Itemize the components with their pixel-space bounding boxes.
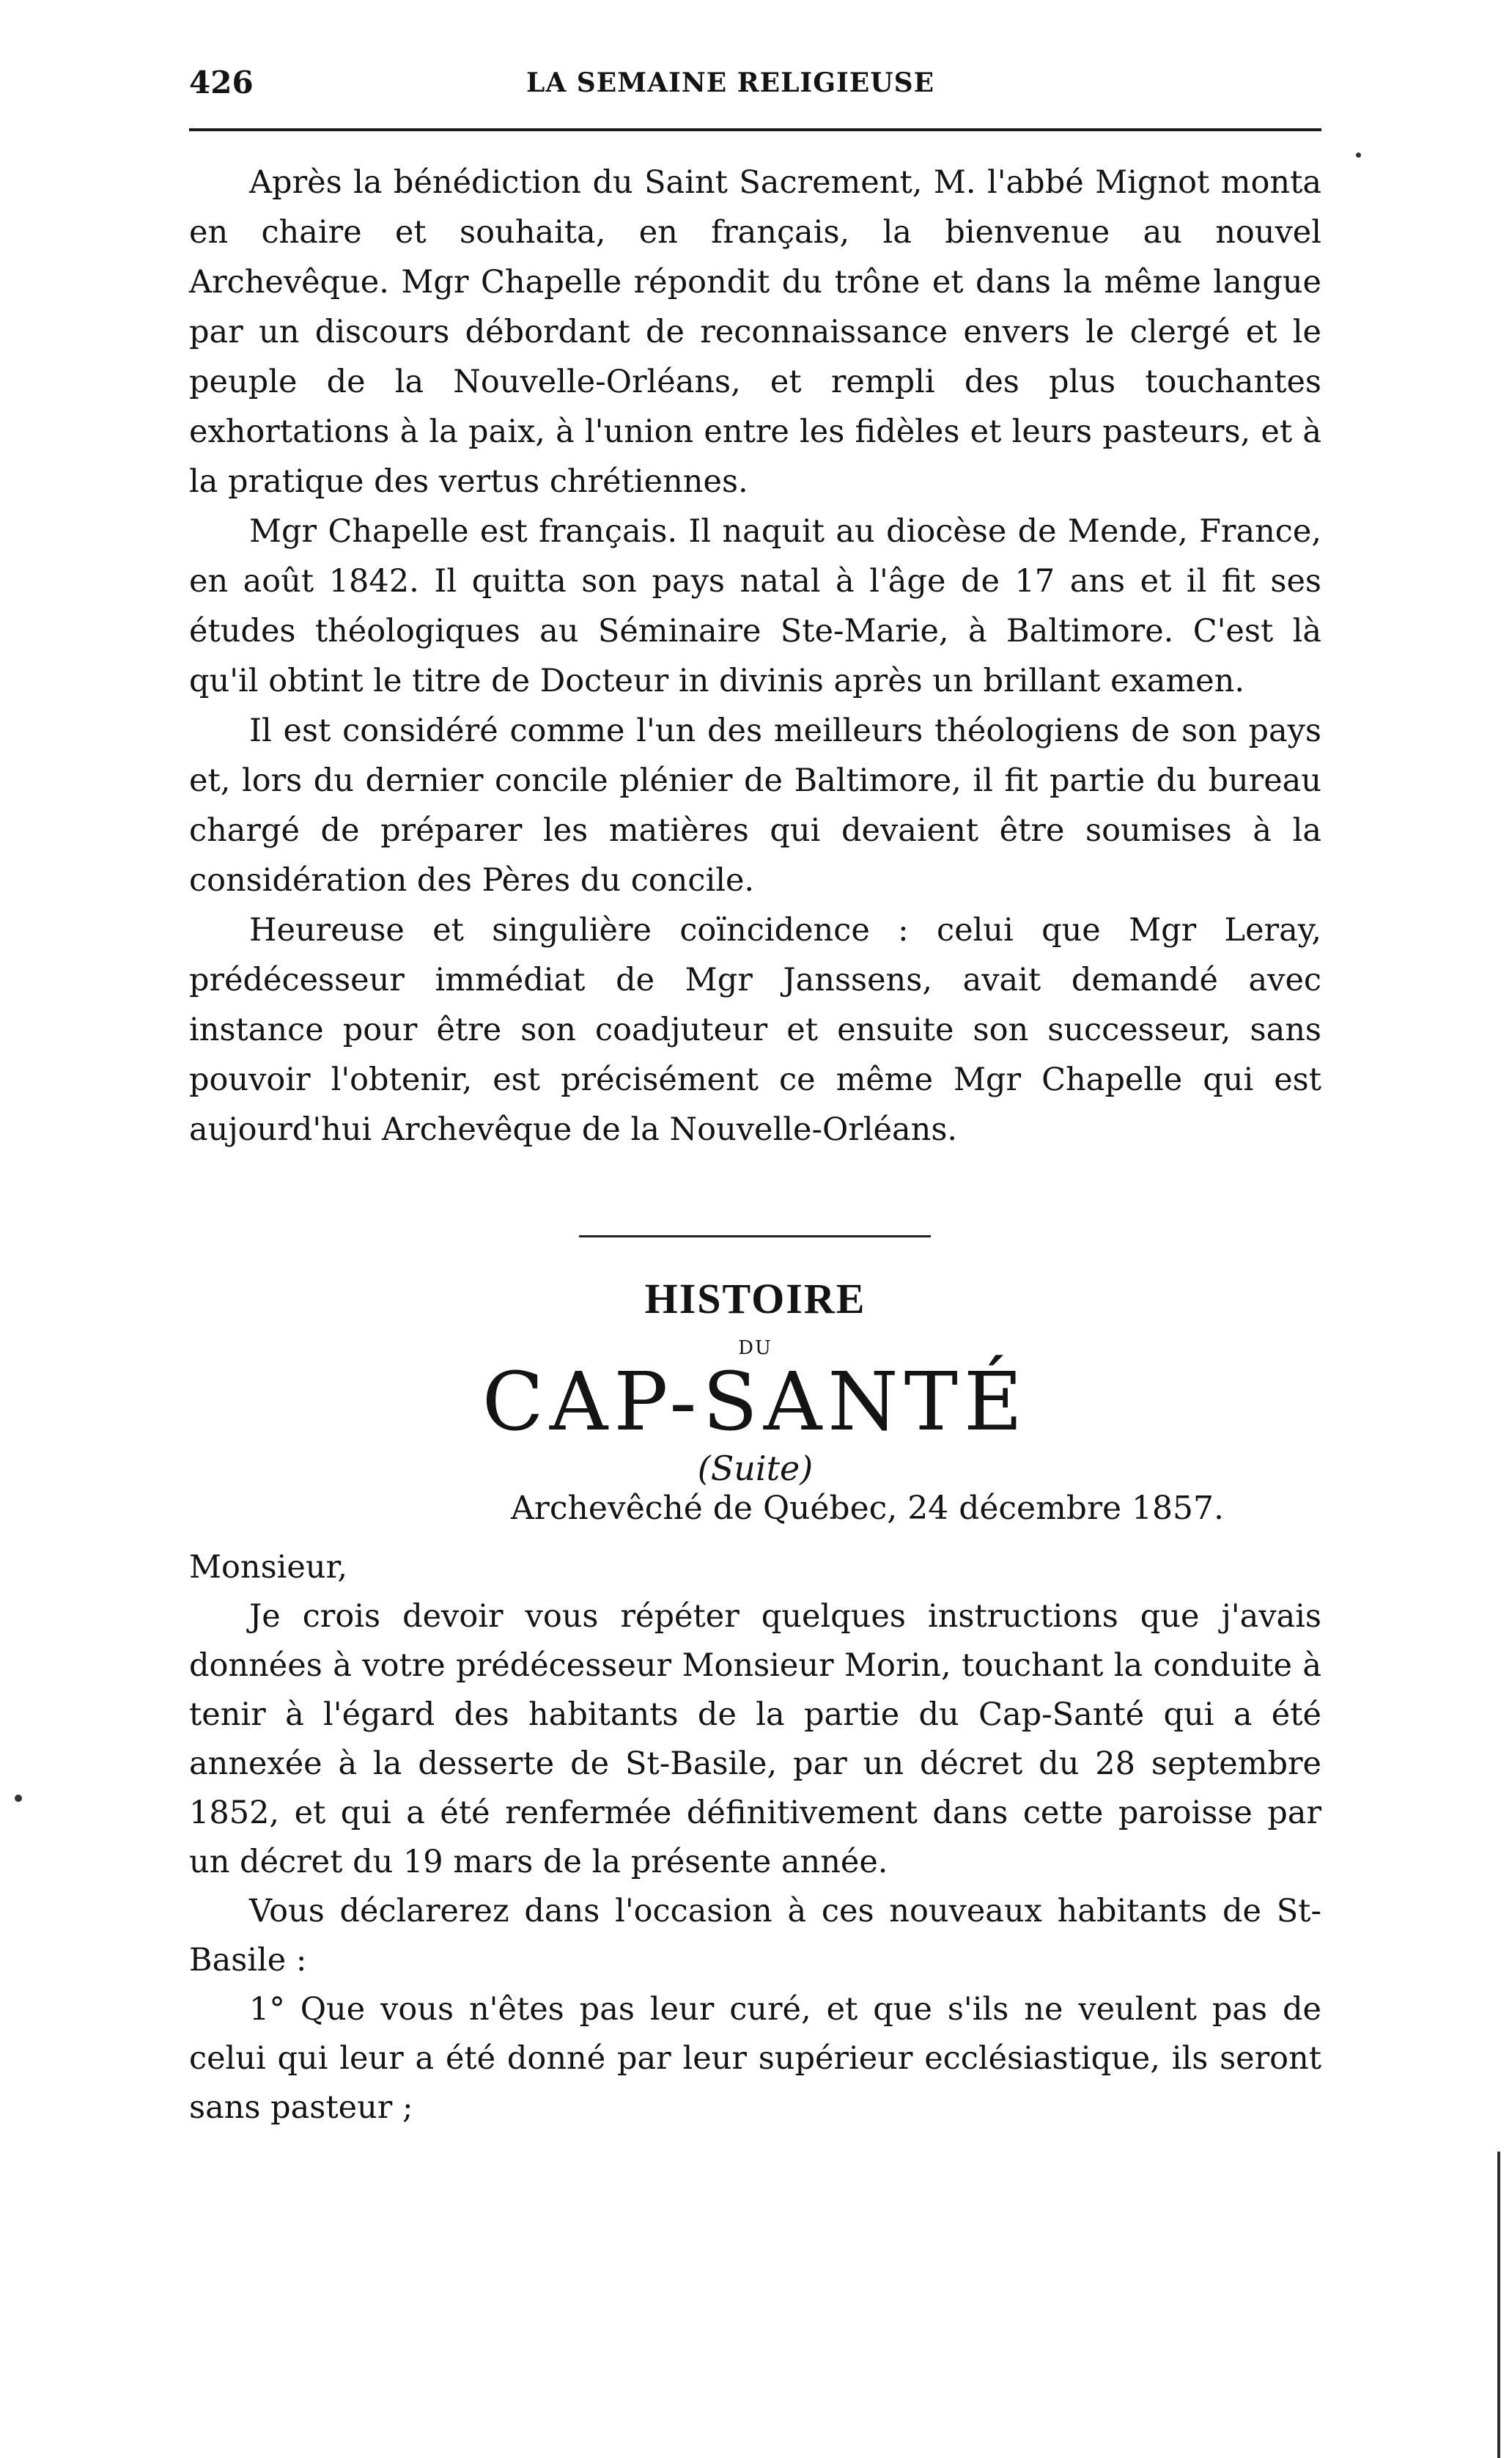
page-edge-line — [1497, 2152, 1500, 2458]
margin-dot — [1356, 152, 1361, 158]
header-rule — [189, 128, 1321, 131]
page-number: 426 — [189, 65, 254, 100]
page-header — [189, 65, 1332, 108]
article-installation — [189, 158, 1321, 1155]
paragraph: Je crois devoir vous répéter quelques instructions que j'avais données à votre prédécesseur Monsieur Morin, touchant la conduite à tenir à l'égard des habitants de la partie du Cap-Santé qui a été annexée à la desserte de St-Basile, par un décret du 28 septembre 1852, et qui a été renfermée définitivement dans cette paroisse par un décret du 19 mars de la présente année. — [189, 1598, 1321, 1880]
letter-body — [189, 1543, 1321, 2133]
running-head: LA SEMAINE RELIGIEUSE — [526, 67, 935, 98]
subtitle-suite: (Suite) — [697, 1449, 814, 1488]
letter-dateline: Archevêché de Québec, 24 décembre 1857. — [511, 1490, 1224, 1527]
title-du: DU — [738, 1337, 772, 1359]
paragraph: Heureuse et singulière coïncidence : celui que Mgr Leray, prédécesseur immédiat de Mgr Janssens, avait demandé avec instance pour être son coadjuteur et ensuite son successeur, sans pouvoir l'obtenir, est précisément ce même Mgr Chapelle qui est aujourd'hui Archevêque de la Nouvelle-Orléans. — [189, 912, 1321, 1148]
paragraph: 1° Que vous n'êtes pas leur curé, et que s'ils ne veulent pas de celui qui leur a été donné par leur supérieur ecclésiastique, ils seront sans pasteur ; — [189, 1991, 1321, 2126]
paragraph: Mgr Chapelle est français. Il naquit au diocèse de Mende, France, en août 1842. Il quitta son pays natal à l'âge de 17 ans et il fit ses études théologiques au Séminaire Ste-Marie, à Baltimore. C'est là qu'il obtint le titre de Docteur in divinis après un brillant examen. — [189, 513, 1321, 699]
section-divider — [579, 1235, 931, 1237]
title-histoire: HISTOIRE — [644, 1275, 866, 1322]
title-cap-sante: CAP-SANTÉ — [482, 1355, 1029, 1449]
paragraph: Vous déclarerez dans l'occasion à ces nouveaux habitants de St-Basile : — [189, 1893, 1321, 1979]
paragraph: Après la bénédiction du Saint Sacrement, M. l'abbé Mignot monta en chaire et souhaita, en français, la bienvenue au nouvel Archevêque. Mgr Chapelle répondit du trône et dans la même langue par un discours débordant de reconnaissance envers le clergé et le peuple de la Nouvelle-Orléans, et rempli des plus touchantes exhortations à la paix, à l'union entre les fidèles et leurs pasteurs, et à la pratique des vertus chrétiennes. — [189, 164, 1321, 500]
letter-salutation: Monsieur, — [189, 1549, 348, 1586]
paragraph: Il est considéré comme l'un des meilleurs théologiens de son pays et, lors du dernier concile plénier de Baltimore, il fit partie du bureau chargé de préparer les matières qui devaient être soumises à la considération des Pères du concile. — [189, 713, 1321, 899]
margin-dot — [15, 1795, 22, 1802]
